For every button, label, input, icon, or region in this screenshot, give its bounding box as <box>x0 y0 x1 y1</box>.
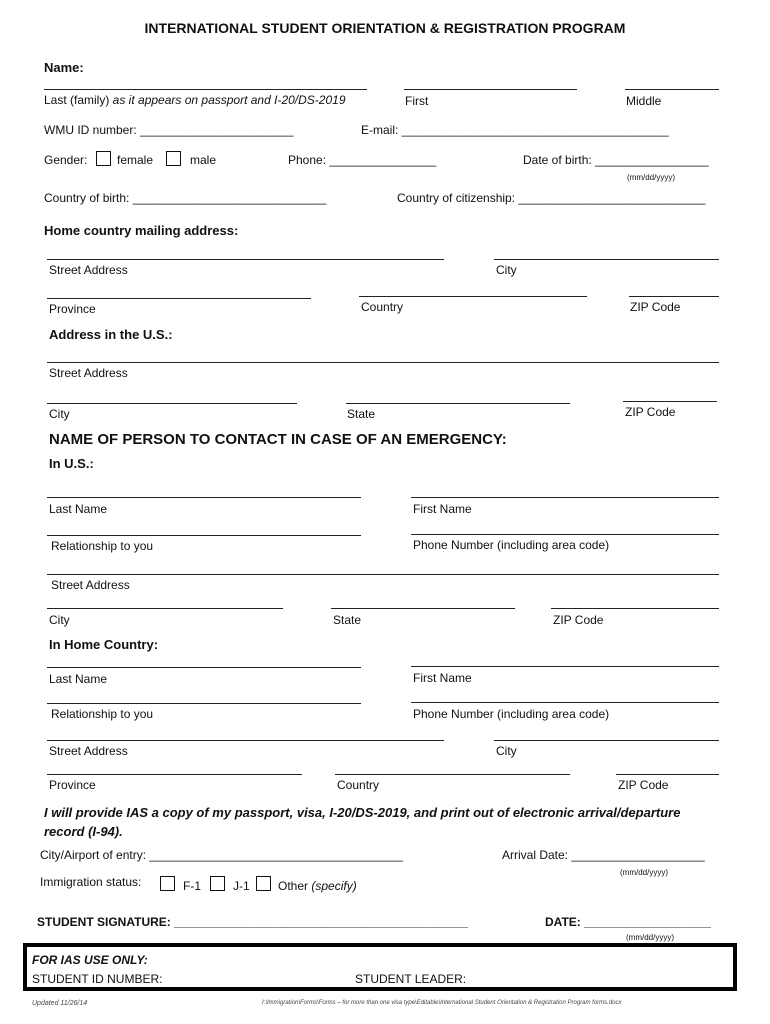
em-us-relationship-label: Relationship to you <box>51 539 154 553</box>
em-us-zip-label: ZIP Code <box>553 613 604 627</box>
first-name-label: First <box>405 94 429 108</box>
home-country-line[interactable] <box>359 296 587 297</box>
first-name-line[interactable] <box>404 89 577 90</box>
em-home-city-label: City <box>496 744 517 758</box>
f1-checkbox[interactable] <box>160 876 175 891</box>
us-street-line[interactable] <box>47 362 719 363</box>
male-checkbox[interactable] <box>166 151 181 166</box>
ias-student-id-field[interactable]: STUDENT ID NUMBER: <box>32 972 163 986</box>
em-home-country-label: Country <box>337 778 380 792</box>
em-us-last-line[interactable] <box>47 497 361 498</box>
em-home-last-line[interactable] <box>47 667 361 668</box>
updated-date: Updated 11/26/14 <box>32 1000 88 1007</box>
home-city-line[interactable] <box>494 259 719 260</box>
em-home-street-label: Street Address <box>49 744 128 758</box>
middle-name-label: Middle <box>626 94 662 108</box>
male-label: male <box>190 153 217 167</box>
em-home-province-line[interactable] <box>47 774 302 775</box>
us-city-label: City <box>49 407 70 421</box>
student-signature-field[interactable]: STUDENT SIGNATURE: ____________________________________________ <box>37 915 468 929</box>
em-home-zip-label: ZIP Code <box>618 778 669 792</box>
em-us-state-label: State <box>333 613 362 627</box>
ias-student-leader-field[interactable]: STUDENT LEADER: <box>355 972 467 986</box>
home-country-label: Country <box>361 300 404 314</box>
em-home-city-line[interactable] <box>494 740 719 741</box>
em-us-first-label: First Name <box>413 502 472 516</box>
file-path: I:\Immigration\Forms\Forms – for more than one visa type\Editable\International Student Orientation & Registration Program forms.docx <box>262 1000 622 1006</box>
arrival-date-field[interactable]: Arrival Date: ____________________ <box>502 848 705 862</box>
em-us-first-line[interactable] <box>411 497 719 498</box>
em-us-zip-line[interactable] <box>551 608 719 609</box>
wmu-id-field[interactable]: WMU ID number: _______________________ <box>44 123 294 137</box>
f1-label: F-1 <box>183 879 201 893</box>
us-zip-line[interactable] <box>623 401 717 402</box>
em-us-street-line[interactable] <box>47 574 719 575</box>
home-zip-line[interactable] <box>629 296 719 297</box>
em-home-phone-line[interactable] <box>411 702 719 703</box>
date-of-birth-field[interactable]: Date of birth: _________________ <box>523 153 709 167</box>
ias-heading: FOR IAS USE ONLY: <box>32 953 148 967</box>
document-statement-line1: I will provide IAS a copy of my passport, visa, I-20/DS-2019, and print out of electronic arrival/departure <box>44 805 681 820</box>
em-home-first-line[interactable] <box>411 666 719 667</box>
female-checkbox[interactable] <box>96 151 111 166</box>
country-of-birth-field[interactable]: Country of birth: _____________________________ <box>44 191 327 205</box>
em-us-relationship-line[interactable] <box>47 535 361 536</box>
immigration-status-label: Immigration status: <box>40 875 142 889</box>
email-field[interactable]: E-mail: ________________________________________ <box>361 123 669 137</box>
dob-format-hint: (mm/dd/yyyy) <box>627 173 675 182</box>
em-us-city-label: City <box>49 613 70 627</box>
last-name-line[interactable] <box>44 89 367 90</box>
em-home-relationship-label: Relationship to you <box>51 707 154 721</box>
us-city-line[interactable] <box>47 403 297 404</box>
us-zip-label: ZIP Code <box>625 405 676 419</box>
other-checkbox[interactable] <box>256 876 271 891</box>
emergency-heading: NAME OF PERSON TO CONTACT IN CASE OF AN EMERGENCY: <box>49 431 507 448</box>
em-us-city-line[interactable] <box>47 608 283 609</box>
home-street-line[interactable] <box>47 259 444 260</box>
signature-date-format-hint: (mm/dd/yyyy) <box>626 933 674 942</box>
document-statement-line2: record (I-94). <box>44 824 123 839</box>
em-us-state-line[interactable] <box>331 608 515 609</box>
phone-field[interactable]: Phone: ________________ <box>288 153 437 167</box>
us-address-heading: Address in the U.S.: <box>49 327 173 342</box>
em-home-street-line[interactable] <box>47 740 444 741</box>
name-heading: Name: <box>44 60 84 75</box>
j1-checkbox[interactable] <box>210 876 225 891</box>
em-home-country-line[interactable] <box>335 774 570 775</box>
home-address-heading: Home country mailing address: <box>44 223 239 238</box>
page-title: INTERNATIONAL STUDENT ORIENTATION & REGISTRATION PROGRAM <box>144 20 626 36</box>
em-us-phone-label: Phone Number (including area code) <box>413 538 610 552</box>
us-street-label: Street Address <box>49 366 128 380</box>
em-home-last-label: Last Name <box>49 672 108 686</box>
city-airport-entry-field[interactable]: City/Airport of entry: ______________________________________ <box>40 848 403 862</box>
home-zip-label: ZIP Code <box>630 300 681 314</box>
us-state-label: State <box>347 407 376 421</box>
em-home-first-label: First Name <box>413 671 472 685</box>
us-state-line[interactable] <box>346 403 570 404</box>
emergency-us-heading: In U.S.: <box>49 456 94 471</box>
em-home-relationship-line[interactable] <box>47 703 361 704</box>
home-province-label: Province <box>49 302 96 316</box>
j1-label: J-1 <box>233 879 250 893</box>
em-us-last-label: Last Name <box>49 502 108 516</box>
em-home-province-label: Province <box>49 778 96 792</box>
last-name-label: Last (family) as it appears on passport and I-20/DS-2019 <box>44 93 346 107</box>
arrival-date-format-hint: (mm/dd/yyyy) <box>620 868 668 877</box>
em-home-zip-line[interactable] <box>616 774 719 775</box>
female-label: female <box>117 153 154 167</box>
middle-name-line[interactable] <box>625 89 719 90</box>
home-street-label: Street Address <box>49 263 128 277</box>
em-us-phone-line[interactable] <box>411 534 719 535</box>
country-of-citizenship-field[interactable]: Country of citizenship: ____________________________ <box>397 191 706 205</box>
gender-label: Gender: <box>44 153 88 167</box>
em-home-phone-label: Phone Number (including area code) <box>413 707 610 721</box>
home-province-line[interactable] <box>47 298 311 299</box>
signature-date-field[interactable]: DATE: ___________________ <box>545 915 711 929</box>
other-label: Other (specify) <box>278 879 357 893</box>
emergency-home-heading: In Home Country: <box>49 637 159 652</box>
home-city-label: City <box>496 263 517 277</box>
em-us-street-label: Street Address <box>51 578 130 592</box>
